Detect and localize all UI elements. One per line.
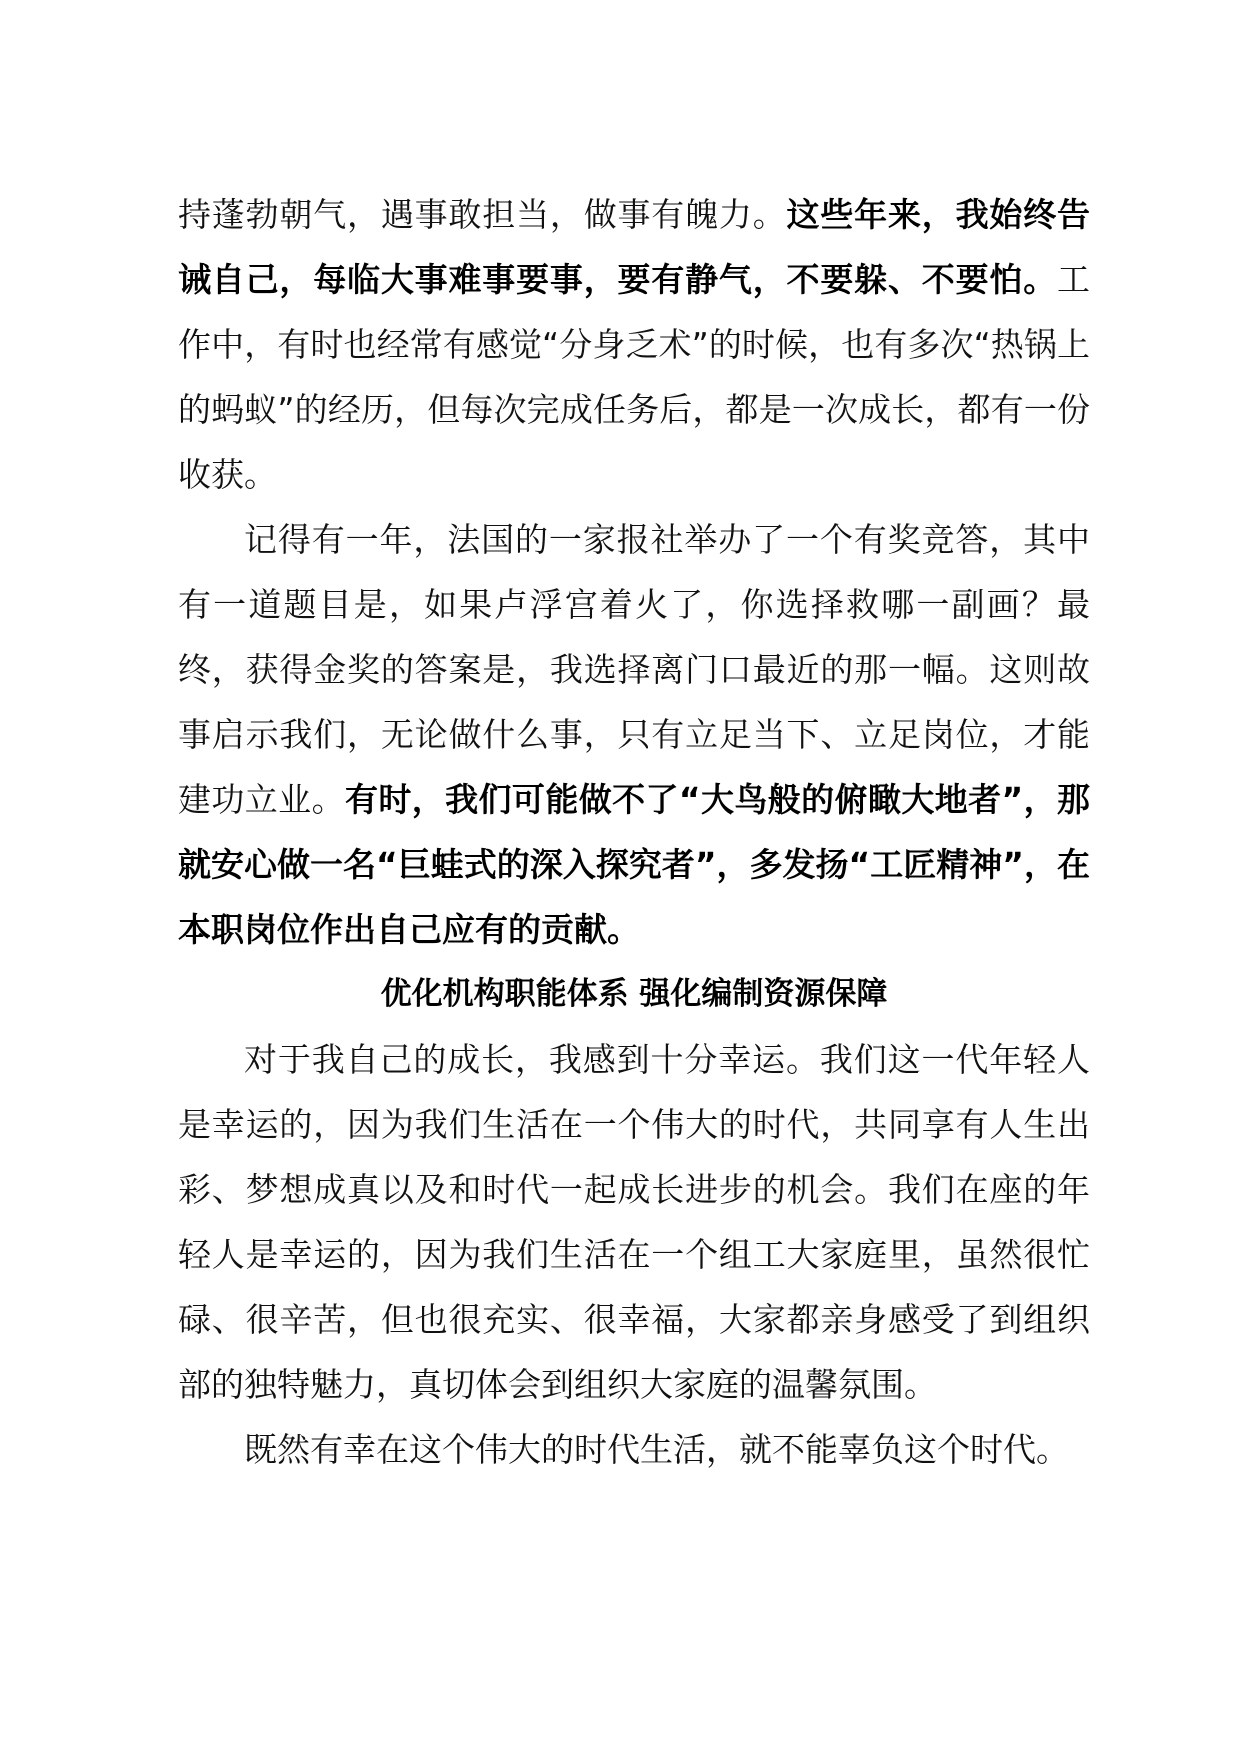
paragraph-2-text: 记得有一年，法国的一家报社举办了一个有奖竞答，其中有一道题目是，如果卢浮宫着火了，你选择救哪一副画？最终，获得金奖的答案是，我选择离门口最近的那一幅。这则故事启示我们，无论做什么事，只有立足当下、立足岗位，才能建功立业。	[178, 520, 1090, 819]
paragraph-2	[178, 507, 1090, 962]
paragraph-3: 对于我自己的成长，我感到十分幸运。我们这一代年轻人是幸运的，因为我们生活在一个伟大的时代，共同享有人生出彩、梦想成真以及和时代一起成长进步的机会。我们在座的年轻人是幸运的，因为我们生活在一个组工大家庭里，虽然很忙碌、很辛苦，但也很充实、很幸福，大家都亲身感受了到组织部的独特魅力，真切体会到组织大家庭的温馨氛围。	[178, 1040, 1090, 1404]
paragraph-1	[178, 182, 1090, 507]
paragraph-4: 既然有幸在这个伟大的时代生活，就不能辜负这个时代。	[244, 1430, 1069, 1469]
paragraph-1-text-continued: 工作中，有时也经常有感觉“分身乏术”的时候，也有多次“热锅上的蚂蚁”的经历，但每次完成任务后，都是一次成长，都有一份收获。	[178, 260, 1090, 494]
paragraph-2-bold-text: 有时，我们可能做不了“大鸟般的俯瞰大地者”，那就安心做一名“巨蛙式的深入探究者”，多发扬“工匠精神”，在本职岗位作出自己应有的贡献。	[178, 780, 1090, 949]
section-heading: 优化机构职能体系 强化编制资源保障	[380, 976, 888, 1012]
document-body	[178, 182, 1090, 1482]
paragraph-1-bold-text: 这些年来，我始终告诫自己，每临大事难事要事，要有静气，不要躲、不要怕。	[178, 195, 1091, 299]
paragraph-1-text: 持蓬勃朝气，遇事敢担当，做事有魄力。	[178, 195, 787, 234]
